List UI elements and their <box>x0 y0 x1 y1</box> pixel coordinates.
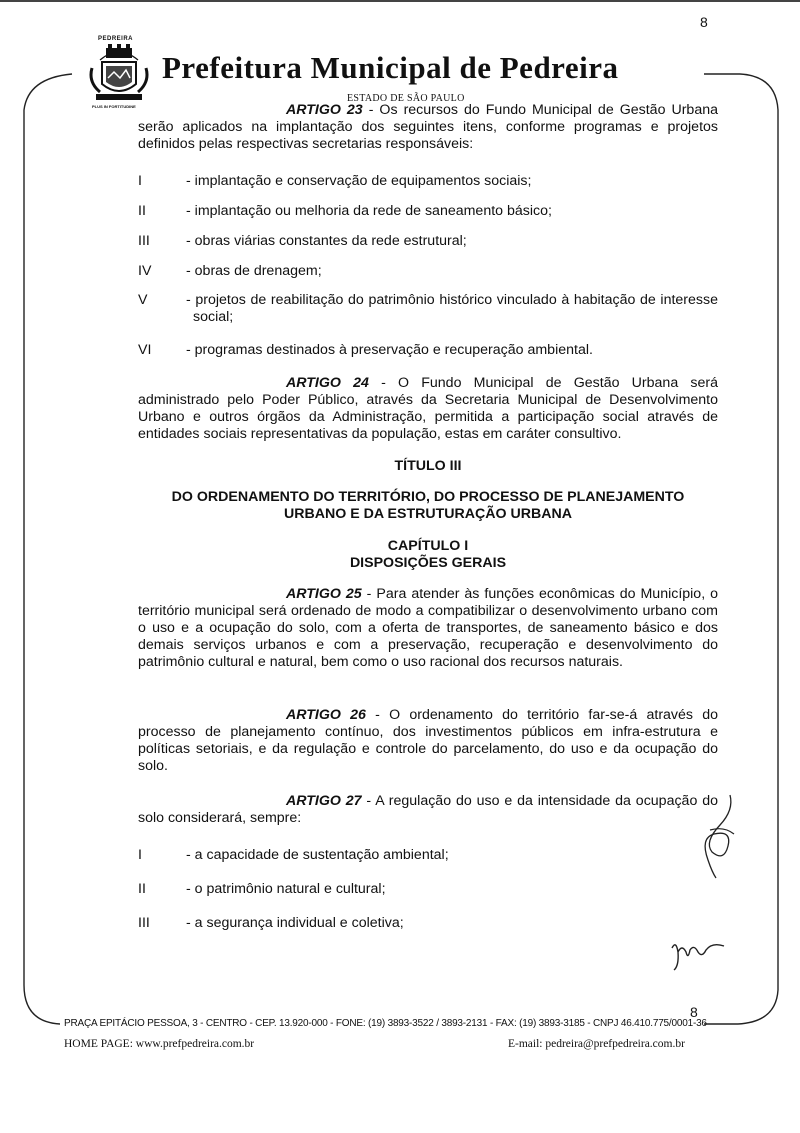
article-24-paragraph <box>138 375 718 443</box>
page-number-top: 8 <box>700 14 708 30</box>
article-23-label: ARTIGO 23 <box>286 102 363 118</box>
top-rule <box>0 0 800 2</box>
footer-address: PRAÇA EPITÁCIO PESSOA, 3 - CENTRO - CEP. 13.920-000 - FONE: (19) 3893-3522 / 3893-2131 - FAX: (19) 3893-3185 - CNPJ 46.410.775/0001-36 <box>64 1018 707 1029</box>
article-27-text: - A regulação do uso e da intensidade da ocupação do solo considerará, sempre: <box>138 793 718 826</box>
article-26-text: - O ordenamento do território far-se-á através do processo de planejamento contínuo, dos investimentos públicos em infra-estrutura e políticas setoriais, e da regulação e controle do parcelamento, do uso e da ocupação do solo. <box>138 707 719 774</box>
item-number: I <box>138 173 142 189</box>
article-27-label: ARTIGO 27 <box>286 793 362 809</box>
item-text: - projetos de reabilitação do patrimônio histórico vinculado à habitação de interesse social; <box>186 292 718 325</box>
article-25-label: ARTIGO 25 <box>286 586 362 602</box>
item-text: - implantação ou melhoria da rede de saneamento básico; <box>186 203 552 219</box>
item-number: III <box>138 233 150 249</box>
item-number: II <box>138 203 146 219</box>
item-text: - obras viárias constantes da rede estrutural; <box>186 233 467 249</box>
article-26-label: ARTIGO 26 <box>286 707 366 723</box>
item-text: - o patrimônio natural e cultural; <box>186 881 386 897</box>
article-24-text: - O Fundo Municipal de Gestão Urbana será administrado pelo Poder Público, através da Secretaria Municipal de Desenvolvimento Urbano e outros órgãos da Administração, permitida a participação social através de entidades sociais representativas da população, estas em caráter consultivo. <box>138 375 718 442</box>
item-number: I <box>138 847 142 863</box>
item-text: - obras de drenagem; <box>186 263 322 279</box>
article-23-paragraph <box>138 102 718 153</box>
header-subtitle: ESTADO DE SÃO PAULO <box>347 93 465 104</box>
article-25-paragraph <box>138 586 718 671</box>
seal-bottom-text: PLUS IN FORTITUDINE <box>92 104 136 109</box>
capitulo-label: CAPÍTULO I <box>387 538 469 554</box>
footer-homepage: HOME PAGE: www.prefpedreira.com.br <box>64 1038 255 1050</box>
header-title: Prefeitura Municipal de Pedreira <box>162 50 619 85</box>
municipal-seal-icon <box>84 38 154 112</box>
footer-email: E-mail: pedreira@prefpedreira.com.br <box>508 1038 685 1050</box>
seal-top-text: PEDREIRA <box>98 36 134 42</box>
item-number: VI <box>138 342 152 358</box>
item-number: II <box>138 881 146 897</box>
titulo-name-line2: URBANO E DA ESTRUTURAÇÃO URBANA <box>284 506 572 522</box>
signature-mark <box>690 790 750 880</box>
initials-mark <box>668 938 728 972</box>
capitulo-name: DISPOSIÇÕES GERAIS <box>349 555 507 571</box>
article-26-paragraph <box>138 707 718 775</box>
item-text: - a segurança individual e coletiva; <box>186 915 404 931</box>
item-number: III <box>138 915 150 931</box>
item-number: V <box>138 292 148 308</box>
titulo-label: TÍTULO III <box>394 458 462 474</box>
page-number-bottom: 8 <box>690 1004 698 1020</box>
titulo-name-line1: DO ORDENAMENTO DO TERRITÓRIO, DO PROCESSO DE PLANEJAMENTO <box>171 489 685 505</box>
item-text: - implantação e conservação de equipamentos sociais; <box>186 173 532 189</box>
item-text: - programas destinados à preservação e recuperação ambiental. <box>186 342 593 358</box>
article-27-paragraph <box>138 793 718 827</box>
item-text: - a capacidade de sustentação ambiental; <box>186 847 449 863</box>
article-23-text: - Os recursos do Fundo Municipal de Gestão Urbana serão aplicados na implantação dos seguintes itens, conforme programas e projetos definidos pelas respectivas secretarias responsáveis: <box>138 102 718 152</box>
item-number: IV <box>138 263 152 279</box>
article-25-text: - Para atender às funções econômicas do Município, o território municipal será ordenado de modo a compatibilizar o desenvolvimento urbano com o uso e a ocupação do solo, com a oferta de transportes, de saneamento básico e dos demais serviços urbanos e com a preservação, recuperação e desenvolvimento do patrimônio cultural e natural, bem como o uso racional dos recursos naturais. <box>138 586 719 670</box>
article-24-label: ARTIGO 24 <box>286 375 369 391</box>
